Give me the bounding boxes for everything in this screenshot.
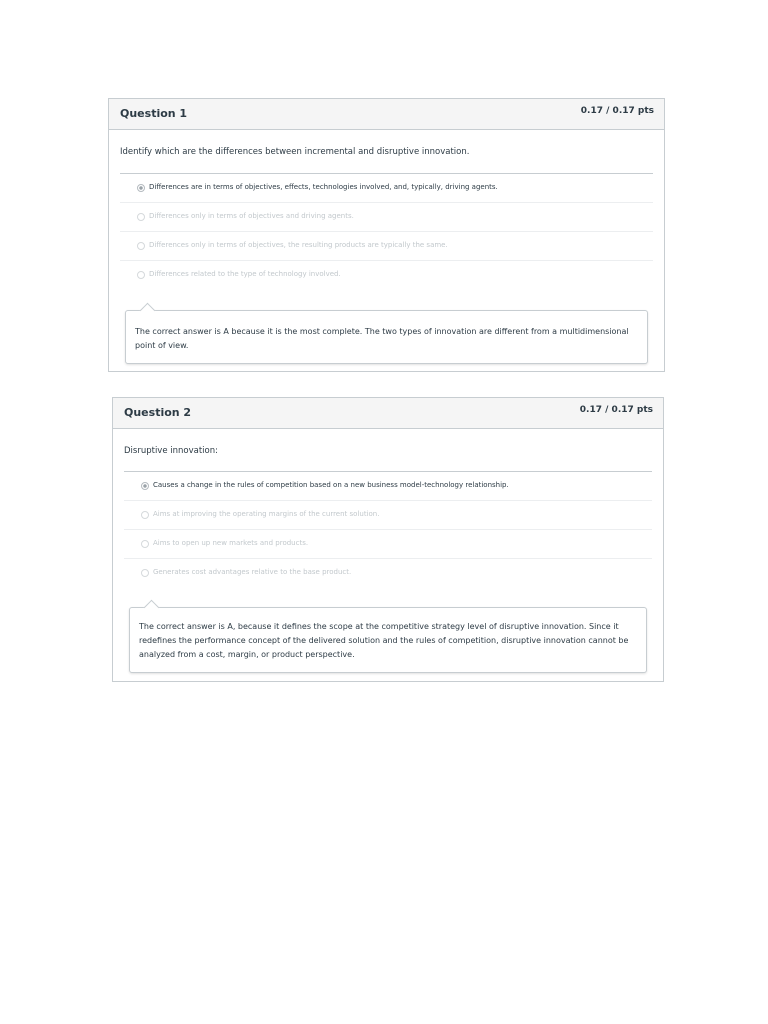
answer-option[interactable] — [124, 472, 652, 501]
answer-label: Generates cost advantages relative to the base product. — [153, 568, 352, 576]
radio-icon[interactable] — [137, 242, 145, 250]
radio-icon[interactable] — [137, 213, 145, 221]
answer-list — [120, 173, 653, 290]
answer-option[interactable] — [124, 501, 652, 530]
answer-list — [124, 471, 652, 588]
answer-label: Differences are in terms of objectives, effects, technologies involved, and, typically, driving agents. — [149, 183, 498, 191]
question-header — [113, 398, 663, 429]
radio-icon[interactable] — [141, 569, 149, 577]
answer-label: Causes a change in the rules of competition based on a new business model-technology relationship. — [153, 481, 509, 489]
question-header — [109, 99, 664, 130]
radio-selected-icon[interactable] — [137, 184, 145, 192]
radio-selected-icon[interactable] — [141, 482, 149, 490]
question-title: Question 2 — [124, 406, 192, 419]
question-text: Identify which are the differences between incremental and disruptive innovation. — [120, 147, 470, 157]
question-title: Question 1 — [120, 107, 188, 120]
answer-option[interactable] — [120, 261, 653, 290]
radio-icon[interactable] — [141, 540, 149, 548]
answer-option[interactable] — [120, 232, 653, 261]
radio-icon[interactable] — [137, 271, 145, 279]
answer-explanation: The correct answer is A, because it defines the scope at the competitive strategy level of disruptive innovation. Since it redefines the performance concept of the delivered solution and the rules of competition, disruptive innovation cannot be analyzed from a cost, margin, or product perspective. — [129, 607, 647, 673]
question-card-1 — [108, 98, 665, 372]
answer-option[interactable] — [124, 559, 652, 588]
answer-label: Aims at improving the operating margins of the current solution. — [153, 510, 380, 518]
answer-explanation: The correct answer is A because it is the most complete. The two types of innovation are different from a multidimensional point of view. — [125, 310, 648, 364]
question-text: Disruptive innovation: — [124, 446, 218, 456]
radio-icon[interactable] — [141, 511, 149, 519]
question-points: 0.17 / 0.17 pts — [579, 405, 653, 415]
answer-option[interactable] — [120, 203, 653, 232]
answer-option[interactable] — [120, 174, 653, 203]
question-card-2 — [112, 397, 664, 682]
answer-label: Differences related to the type of technology involved. — [149, 270, 341, 278]
answer-label: Differences only in terms of objectives, the resulting products are typically the same. — [149, 241, 448, 249]
question-points: 0.17 / 0.17 pts — [580, 106, 654, 116]
answer-option[interactable] — [124, 530, 652, 559]
answer-label: Aims to open up new markets and products. — [153, 539, 309, 547]
answer-label: Differences only in terms of objectives and driving agents. — [149, 212, 354, 220]
